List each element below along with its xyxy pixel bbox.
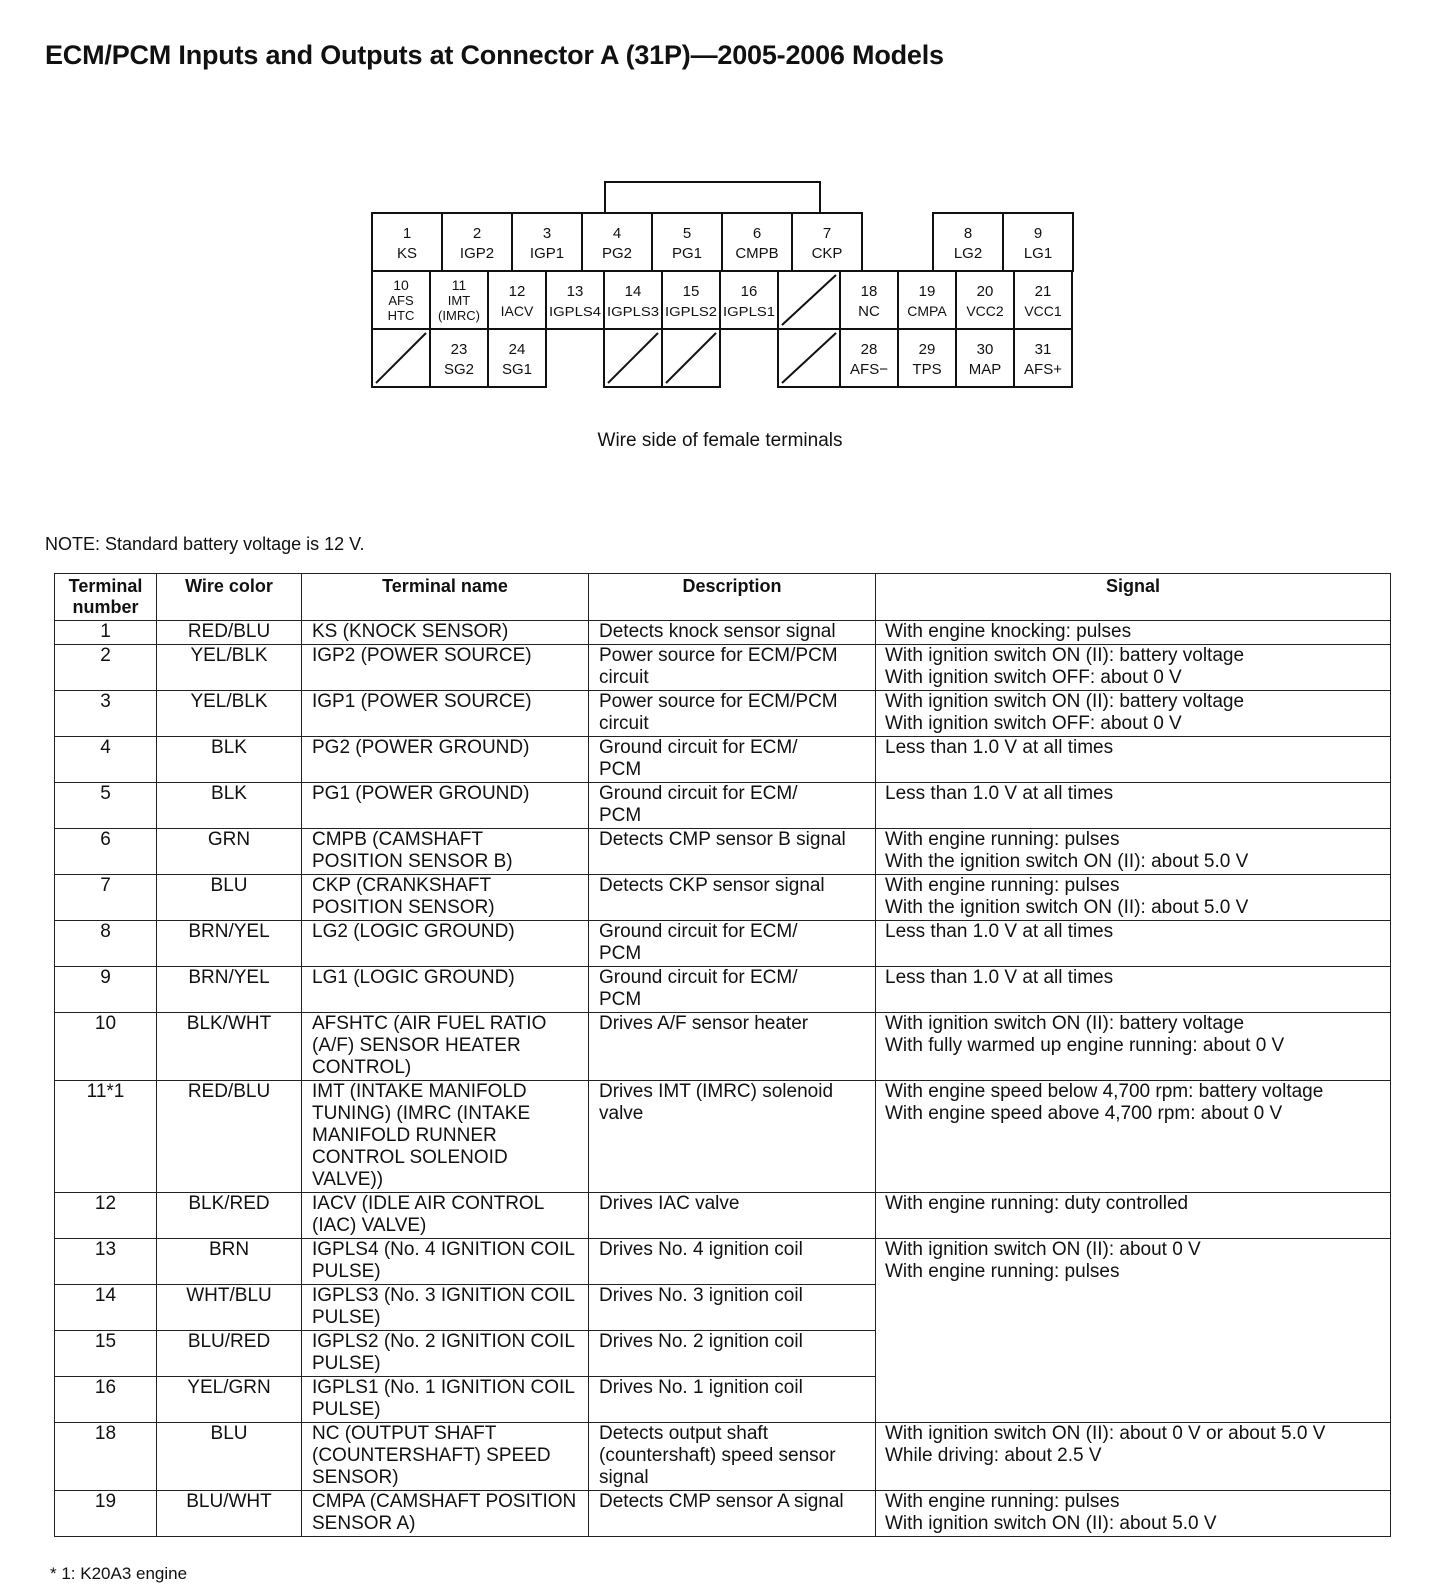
terminal-30-name: MAP [968, 361, 1002, 378]
table-row [55, 1423, 1391, 1491]
signal-cell: Less than 1.0 V at all times [876, 921, 1391, 967]
terminal-name-cell: IMT (INTAKE MANIFOLD TUNING) (IMRC (INTAKE MANIFOLD RUNNER CONTROL SOLENOID VALVE)) [302, 1081, 589, 1193]
terminal-6-name: CMPB [735, 245, 779, 262]
description-cell: Drives IAC valve [589, 1193, 876, 1239]
terminal-name-cell: LG2 (LOGIC GROUND) [302, 921, 589, 967]
terminal-15-number: 15 [682, 283, 700, 300]
terminal-12-number: 12 [508, 283, 526, 300]
table-row [55, 875, 1391, 921]
terminal-19-name: CMPA [907, 303, 947, 319]
cell-line: With ignition switch ON (II): battery voltage [885, 1013, 1245, 1034]
cell-line: Ground circuit for ECM/ [599, 967, 798, 988]
terminal-28-name: AFS− [850, 361, 888, 378]
table-row [55, 691, 1391, 737]
signal-cell: With engine running: duty controlled [876, 1193, 1391, 1239]
terminal-number-cell: 14 [55, 1285, 157, 1331]
terminal-16-name: IGPLS1 [723, 304, 775, 319]
signal-cell [876, 875, 1391, 921]
terminal-number-cell: 9 [55, 967, 157, 1013]
terminal-4-number: 4 [612, 225, 622, 242]
terminal-21-number: 21 [1034, 283, 1052, 300]
terminal-name-cell: PG1 (POWER GROUND) [302, 783, 589, 829]
cell-line: PCM [599, 759, 642, 780]
terminal-16-number: 16 [740, 283, 758, 300]
table-row [55, 967, 1391, 1013]
description-cell: Drives No. 2 ignition coil [589, 1331, 876, 1377]
terminal-23-number: 23 [450, 341, 468, 358]
cell-line: While driving: about 2.5 V [885, 1445, 1102, 1466]
header-description: Description [589, 574, 876, 621]
signal-cell [876, 1081, 1391, 1193]
table-row [55, 829, 1391, 875]
cell-line: With engine running: pulses [885, 829, 1120, 850]
battery-voltage-note: NOTE: Standard battery voltage is 12 V. [45, 534, 365, 554]
description-cell: Drives IMT (IMRC) solenoid valve [589, 1081, 876, 1193]
cell-line: Ground circuit for ECM/ [599, 783, 798, 804]
terminal-3-name: IGP1 [529, 245, 565, 262]
terminal-name-cell: KS (KNOCK SENSOR) [302, 621, 589, 645]
header-terminal-number: Terminal number [55, 574, 157, 621]
wire-color-cell: BRN/YEL [157, 921, 302, 967]
terminal-1-name: KS [396, 245, 418, 262]
terminal-number-cell: 19 [55, 1491, 157, 1537]
terminal-6-number: 6 [752, 225, 762, 242]
terminal-number-cell: 13 [55, 1239, 157, 1285]
wire-color-cell: RED/BLU [157, 1081, 302, 1193]
cell-line: Ground circuit for ECM/ [599, 737, 798, 758]
cell-line: PCM [599, 989, 642, 1010]
connector-diagram [0, 0, 1440, 460]
terminal-name-cell: CKP (CRANKSHAFT POSITION SENSOR) [302, 875, 589, 921]
table-row [55, 737, 1391, 783]
terminal-name-cell: LG1 (LOGIC GROUND) [302, 967, 589, 1013]
signal-cell [876, 1491, 1391, 1537]
wire-color-cell: RED/BLU [157, 621, 302, 645]
terminal-9-name: LG1 [1023, 245, 1053, 262]
footnote: * 1: K20A3 engine [50, 1564, 188, 1583]
terminal-11-name-line-1: IMT [447, 293, 471, 308]
signal-cell: With engine knocking: pulses [876, 621, 1391, 645]
cell-line: PCM [599, 943, 642, 964]
table-header-row [55, 574, 1391, 621]
terminal-10-number: 10 [393, 277, 409, 293]
description-cell: Detects CMP sensor B signal [589, 829, 876, 875]
terminal-number-cell: 4 [55, 737, 157, 783]
terminal-15-name: IGPLS2 [665, 304, 717, 319]
connector-caption: Wire side of female terminals [597, 430, 843, 451]
description-cell [589, 967, 876, 1013]
terminal-name-cell: IACV (IDLE AIR CONTROL (IAC) VALVE) [302, 1193, 589, 1239]
terminal-7-number: 7 [822, 225, 832, 242]
description-cell [589, 921, 876, 967]
terminal-name-cell: IGPLS2 (No. 2 IGNITION COIL PULSE) [302, 1331, 589, 1377]
terminal-7-name: CKP [811, 245, 843, 262]
table-row [55, 1193, 1391, 1239]
terminal-13-name: IGPLS4 [549, 304, 601, 319]
terminal-9-number: 9 [1033, 225, 1043, 242]
terminal-30-number: 30 [976, 341, 994, 358]
cell-line: With the ignition switch ON (II): about 5.0 V [885, 851, 1249, 872]
wire-color-cell: GRN [157, 829, 302, 875]
wire-color-cell: YEL/BLK [157, 645, 302, 691]
cell-line: With ignition switch ON (II): about 0 V [885, 1239, 1201, 1260]
description-cell: Drives No. 1 ignition coil [589, 1377, 876, 1423]
terminal-name-cell: PG2 (POWER GROUND) [302, 737, 589, 783]
table-row [55, 921, 1391, 967]
wire-color-cell: YEL/BLK [157, 691, 302, 737]
terminal-number-cell: 5 [55, 783, 157, 829]
terminal-14-number: 14 [624, 283, 642, 300]
terminal-31-name: AFS+ [1024, 361, 1062, 378]
table-row [55, 1491, 1391, 1537]
terminal-12-name: IACV [500, 303, 534, 319]
description-cell: Detects output shaft (countershaft) speed sensor signal [589, 1423, 876, 1491]
terminal-10-name [388, 293, 415, 323]
terminal-8-number: 8 [963, 225, 973, 242]
description-cell: Detects knock sensor signal [589, 621, 876, 645]
signal-cell [876, 1013, 1391, 1081]
terminal-number-cell: 11*1 [55, 1081, 157, 1193]
wire-color-cell: BLU/RED [157, 1331, 302, 1377]
cell-line: With ignition switch ON (II): about 0 V or about 5.0 V [885, 1423, 1326, 1444]
terminal-number-cell: 12 [55, 1193, 157, 1239]
signal-cell [876, 645, 1391, 691]
table-row [55, 1081, 1391, 1193]
terminal-11-name [438, 293, 480, 323]
terminal-8-name: LG2 [953, 245, 983, 262]
signal-cell: Less than 1.0 V at all times [876, 967, 1391, 1013]
table-row [55, 645, 1391, 691]
terminal-number-cell: 16 [55, 1377, 157, 1423]
terminal-name-cell: NC (OUTPUT SHAFT (COUNTERSHAFT) SPEED SENSOR) [302, 1423, 589, 1491]
signal-cell: Less than 1.0 V at all times [876, 783, 1391, 829]
wire-color-cell: BLU [157, 1423, 302, 1491]
signal-cell [876, 1423, 1391, 1491]
terminal-29-name: TPS [912, 361, 942, 378]
cell-line: With ignition switch OFF: about 0 V [885, 667, 1182, 688]
terminal-28-number: 28 [860, 341, 878, 358]
cell-line: With the ignition switch ON (II): about 5.0 V [885, 897, 1249, 918]
header-wire-color: Wire color [157, 574, 302, 621]
terminal-29-number: 29 [918, 341, 936, 358]
cell-line: With engine running: pulses [885, 875, 1120, 896]
terminal-number-cell: 3 [55, 691, 157, 737]
wire-color-cell: BRN [157, 1239, 302, 1285]
terminal-number-cell: 6 [55, 829, 157, 875]
terminal-24-number: 24 [508, 341, 526, 358]
terminal-11-number: 11 [451, 277, 467, 293]
table-row [55, 1013, 1391, 1081]
wire-color-cell: BLK/RED [157, 1193, 302, 1239]
terminal-number-cell: 8 [55, 921, 157, 967]
terminal-name-cell: IGPLS4 (No. 4 IGNITION COIL PULSE) [302, 1239, 589, 1285]
signal-cell [876, 691, 1391, 737]
description-cell: Power source for ECM/PCM circuit [589, 691, 876, 737]
table-row [55, 621, 1391, 645]
terminal-number-cell: 7 [55, 875, 157, 921]
terminal-5-number: 5 [682, 225, 692, 242]
signal-cell: Less than 1.0 V at all times [876, 737, 1391, 783]
header-terminal-name: Terminal name [302, 574, 589, 621]
terminal-name-cell: IGP1 (POWER SOURCE) [302, 691, 589, 737]
header-signal: Signal [876, 574, 1391, 621]
description-cell: Power source for ECM/PCM circuit [589, 645, 876, 691]
terminal-name-cell: CMPA (CAMSHAFT POSITION SENSOR A) [302, 1491, 589, 1537]
terminal-20-number: 20 [976, 283, 994, 300]
terminal-name-cell: IGPLS1 (No. 1 IGNITION COIL PULSE) [302, 1377, 589, 1423]
terminal-11-name-line-2: (IMRC) [438, 308, 480, 323]
description-cell: Drives No. 4 ignition coil [589, 1239, 876, 1285]
terminal-19-number: 19 [918, 283, 936, 300]
terminal-2-number: 2 [472, 225, 482, 242]
terminal-13-number: 13 [566, 283, 584, 300]
terminal-24-name: SG1 [501, 361, 533, 378]
description-cell: Detects CMP sensor A signal [589, 1491, 876, 1537]
cell-line: With engine speed above 4,700 rpm: about 0 V [885, 1103, 1283, 1124]
wire-color-cell: YEL/GRN [157, 1377, 302, 1423]
terminal-name-cell: CMPB (CAMSHAFT POSITION SENSOR B) [302, 829, 589, 875]
wire-color-cell: BLU [157, 875, 302, 921]
description-cell: Drives A/F sensor heater [589, 1013, 876, 1081]
terminal-number-cell: 18 [55, 1423, 157, 1491]
signal-table [54, 573, 1391, 1537]
table-row [55, 1239, 1391, 1285]
terminal-18-name: NC [858, 303, 880, 320]
terminal-18-number: 18 [860, 283, 878, 300]
terminal-31-number: 31 [1034, 341, 1052, 358]
terminal-number-cell: 1 [55, 621, 157, 645]
cell-line: With engine running: pulses [885, 1261, 1120, 1282]
signal-cell [876, 1239, 1391, 1423]
wire-color-cell: BRN/YEL [157, 967, 302, 1013]
wire-color-cell: BLK [157, 737, 302, 783]
terminal-5-name: PG1 [671, 245, 703, 262]
description-cell: Detects CKP sensor signal [589, 875, 876, 921]
terminal-number-cell: 2 [55, 645, 157, 691]
terminal-4-name: PG2 [601, 245, 633, 262]
wire-color-cell: WHT/BLU [157, 1285, 302, 1331]
cell-line: With fully warmed up engine running: about 0 V [885, 1035, 1285, 1056]
terminal-21-name: VCC1 [1024, 303, 1062, 319]
cell-line: Ground circuit for ECM/ [599, 921, 798, 942]
terminal-1-number: 1 [402, 225, 412, 242]
cell-line: With ignition switch OFF: about 0 V [885, 713, 1182, 734]
wire-color-cell: BLK/WHT [157, 1013, 302, 1081]
page-title: ECM/PCM Inputs and Outputs at Connector A (31P)—2005-2006 Models [45, 40, 944, 70]
terminal-2-name: IGP2 [459, 245, 495, 262]
terminal-number-cell: 15 [55, 1331, 157, 1377]
terminal-20-name: VCC2 [966, 303, 1004, 319]
terminal-name-cell: IGPLS3 (No. 3 IGNITION COIL PULSE) [302, 1285, 589, 1331]
cell-line: PCM [599, 805, 642, 826]
terminal-10-name-line-2: HTC [387, 308, 415, 323]
description-cell [589, 737, 876, 783]
terminal-3-number: 3 [542, 225, 552, 242]
wire-color-cell: BLU/WHT [157, 1491, 302, 1537]
description-cell: Drives No. 3 ignition coil [589, 1285, 876, 1331]
cell-line: With engine running: pulses [885, 1491, 1120, 1512]
terminal-number-cell: 10 [55, 1013, 157, 1081]
signal-cell [876, 829, 1391, 875]
terminal-10-name-line-1: AFS [388, 293, 414, 308]
cell-line: With ignition switch ON (II): battery voltage [885, 645, 1245, 666]
terminal-14-name: IGPLS3 [607, 304, 659, 319]
wire-color-cell: BLK [157, 783, 302, 829]
terminal-name-cell: IGP2 (POWER SOURCE) [302, 645, 589, 691]
description-cell [589, 783, 876, 829]
cell-line: With ignition switch ON (II): about 5.0 V [885, 1513, 1217, 1534]
terminal-name-cell: AFSHTC (AIR FUEL RATIO (A/F) SENSOR HEATER CONTROL) [302, 1013, 589, 1081]
cell-line: With engine speed below 4,700 rpm: battery voltage [885, 1081, 1324, 1102]
table-row [55, 783, 1391, 829]
cell-line: With ignition switch ON (II): battery voltage [885, 691, 1245, 712]
terminal-23-name: SG2 [443, 361, 475, 378]
